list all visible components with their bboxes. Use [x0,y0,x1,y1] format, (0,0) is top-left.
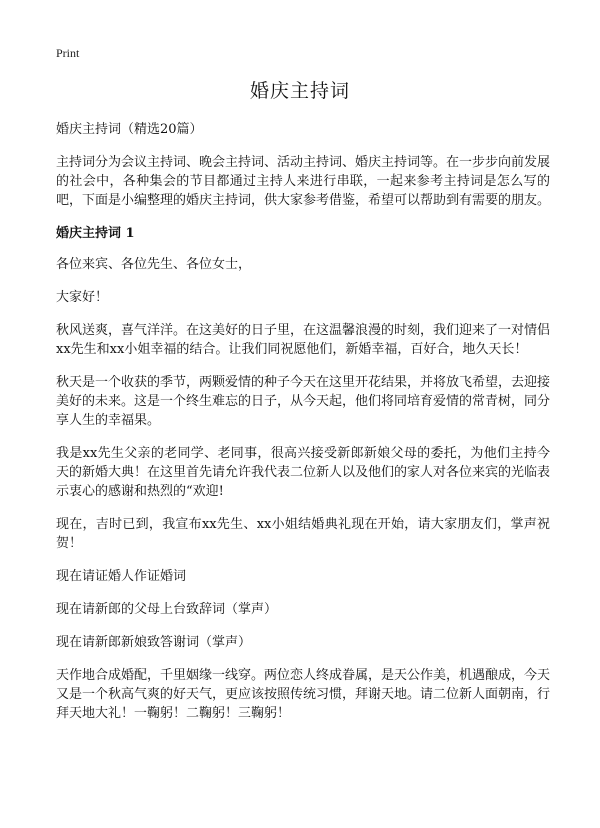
paragraph-ceremony-start: 现在，吉时已到，我宣布xx先生、xx小姐结婚典礼现在开始，请大家朋友们，掌声祝贺！ [56,517,550,551]
paragraph-harvest: 秋天是一个收获的季节，两颗爱情的种子今天在这里开花结果，并将放飞希望，去迎接美好的未来。这是一个终生难忘的日子，从今天起，他们将同培育爱情的常青树，同分享人生的幸福果。 [56,375,551,428]
section-heading: 婚庆主持词 1 [56,226,135,241]
paragraph-host-intro: 我是xx先生父亲的老同学、老同事，很高兴接受新郎新娘父母的委托，为他们主持今天的新婚大典！在这里首先请允许我代表二位新人以及他们的家人对各位来宾的光临表示衷心的感谢和热烈的“欢迎! [56,446,551,499]
paragraph-couple-thanks: 现在请新郎新娘致答谢词（掌声） [56,635,252,650]
paragraph-hello: 大家好！ [56,290,109,305]
paragraph-parents-speech: 现在请新郎的父母上台致辞词（掌声） [56,602,278,617]
print-label: Print [56,46,80,60]
paragraph-witness: 现在请证婚人作证婚词 [56,569,187,584]
page-title: 婚庆主持词 [249,80,350,102]
paragraph-autumn-wind: 秋风送爽，喜气洋洋。在这美好的日子里，在这温馨浪漫的时刻，我们迎来了一对情侣xx先生和xx小姐幸福的结合。让我们同祝愿他们，新婚幸福，百好合，地久天长！ [56,323,551,357]
document-subtitle: 婚庆主持词（精选20篇） [56,122,203,137]
paragraph-greeting: 各位来宾、各位先生、各位女士， [56,257,252,272]
intro-paragraph: 主持词分为会议主持词、晚会主持词、活动主持词、婚庆主持词等。在一步步向前发展的社会中，各种集会的节目都通过主持人来进行串联，一起来参考主持词是怎么写的吧，下面是小编整理的婚庆主持词，供大家参考借鉴，希望可以帮助到有需要的朋友。 [56,155,551,208]
document-body [56,120,550,737]
paragraph-worship: 天作地合成婚配，千里姻缘一线穿。两位恋人终成眷属，是天公作美，机遇酿成，今天又是一个秋高气爽的好天气，更应该按照传统习惯，拜谢天地。请二位新人面朝南，行拜天地大礼！一鞠躬！二鞠躬！三鞠躬！ [56,668,551,721]
